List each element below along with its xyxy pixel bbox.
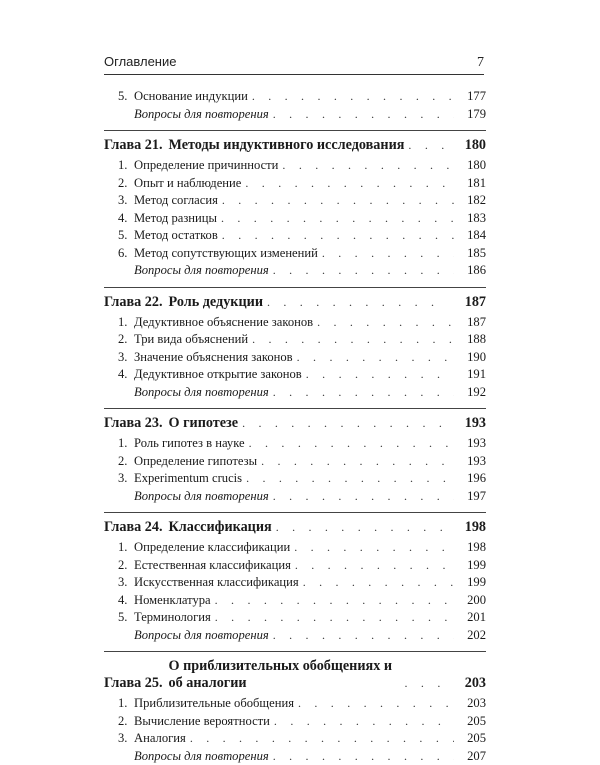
entry-number: 3. [104,730,134,748]
toc-entry[interactable] [104,192,486,210]
entry-page-number: 182 [458,192,486,210]
review-questions-entry[interactable] [104,262,486,280]
dot-leader [261,453,454,471]
dot-leader [295,557,454,575]
entry-title: Номенклатура [134,592,211,610]
toc-entry[interactable] [104,210,486,228]
entry-title: Дедуктивное открытие законов [134,366,302,384]
entry-number: 3. [104,349,134,367]
entry-page-number: 196 [458,470,486,488]
chapter-heading[interactable] [104,415,486,432]
entry-number: 5. [104,609,134,627]
entry-number: 4. [104,592,134,610]
entry-title: Вычисление вероятности [134,713,270,731]
entry-title: Приблизительные обобщения [134,695,294,713]
entry-title: Три вида объяснений [134,331,248,349]
toc-entry[interactable] [104,557,486,575]
chapter-heading[interactable] [104,658,486,692]
entry-number: 1. [104,695,134,713]
entry-number: 2. [104,453,134,471]
chapter-page-number: 198 [452,519,486,536]
dot-leader [273,748,454,765]
entry-number: 2. [104,713,134,731]
toc-entry[interactable] [104,331,486,349]
dot-leader [246,470,454,488]
toc-entry[interactable] [104,713,486,731]
toc-entry[interactable] [104,349,486,367]
dot-leader [222,192,454,210]
chapter-heading[interactable] [104,294,486,311]
table-of-contents [104,88,486,765]
running-head-title: Оглавление [104,54,176,69]
dot-leader [273,627,454,645]
entry-number: 1. [104,157,134,175]
dot-leader [215,609,454,627]
dot-leader [408,137,448,154]
toc-entry[interactable] [104,157,486,175]
chapter-page-number: 180 [452,137,486,154]
chapter-divider [104,287,486,288]
dot-leader [317,314,454,332]
entry-title: Значение объяснения законов [134,349,293,367]
entry-number: 1. [104,539,134,557]
entry-title: Вопросы для повторения [104,106,269,124]
entry-page-number: 199 [458,557,486,575]
chapter-divider [104,512,486,513]
entry-page-number: 183 [458,210,486,228]
entry-title: Experimentum crucis [134,470,242,488]
chapter-divider [104,408,486,409]
entry-number: 3. [104,470,134,488]
entry-title: Метод остатков [134,227,218,245]
chapter-label: Глава 23. [104,415,163,432]
dot-leader [273,106,454,124]
entry-title: Естественная классификация [134,557,291,575]
review-questions-entry[interactable] [104,748,486,765]
entry-page-number: 202 [458,627,486,645]
entry-title: Метод согласия [134,192,218,210]
entry-number: 3. [104,192,134,210]
entry-page-number: 193 [458,453,486,471]
toc-entry[interactable] [104,366,486,384]
entry-page-number: 187 [458,314,486,332]
entry-title: Определение причинности [134,157,278,175]
entry-title: Вопросы для повторения [104,262,269,280]
entry-page-number: 186 [458,262,486,280]
dot-leader [242,415,448,432]
entry-page-number: 203 [458,695,486,713]
entry-title: Метод сопутствующих изменений [134,245,318,263]
review-questions-entry[interactable] [104,384,486,402]
toc-entry[interactable] [104,730,486,748]
entry-page-number: 180 [458,157,486,175]
chapter-label: Глава 24. [104,519,163,536]
entry-number: 5. [104,227,134,245]
entry-number: 2. [104,557,134,575]
chapter-label: Глава 22. [104,294,163,311]
entry-number: 1. [104,435,134,453]
toc-entry[interactable] [104,227,486,245]
entry-page-number: 198 [458,539,486,557]
entry-page-number: 188 [458,331,486,349]
review-questions-entry[interactable] [104,106,486,124]
dot-leader [215,592,454,610]
dot-leader [252,331,454,349]
entry-page-number: 207 [458,748,486,765]
entry-page-number: 205 [458,713,486,731]
dot-leader [303,574,454,592]
chapter-title: Роль дедукции [169,294,263,311]
toc-entry[interactable] [104,314,486,332]
chapter-heading[interactable] [104,519,486,536]
dot-leader [190,730,454,748]
chapter-heading[interactable] [104,137,486,154]
entry-title: Роль гипотез в науке [134,435,245,453]
entry-number: 3. [104,574,134,592]
entry-page-number: 181 [458,175,486,193]
entry-title: Дедуктивное объяснение законов [134,314,313,332]
dot-leader [306,366,454,384]
dot-leader [221,210,454,228]
entry-page-number: 200 [458,592,486,610]
dot-leader [282,157,454,175]
toc-entry[interactable] [104,609,486,627]
chapter-title: Методы индуктивного исследования [169,137,405,154]
chapter-label: Глава 21. [104,137,163,154]
toc-entry[interactable] [104,175,486,193]
entry-page-number: 205 [458,730,486,748]
dot-leader [405,675,448,692]
toc-entry[interactable] [104,245,486,263]
entry-number: 2. [104,175,134,193]
toc-entry[interactable] [104,88,486,106]
chapter-page-number: 193 [452,415,486,432]
entry-number: 4. [104,210,134,228]
entry-number: 4. [104,366,134,384]
dot-leader [245,175,454,193]
entry-title: Определение гипотезы [134,453,257,471]
entry-title: Вопросы для повторения [104,488,269,506]
entry-title: Искусственная классификация [134,574,299,592]
dot-leader [222,227,454,245]
entry-page-number: 193 [458,435,486,453]
toc-entry[interactable] [104,592,486,610]
entry-number: 1. [104,314,134,332]
entry-title: Вопросы для повторения [104,748,269,765]
chapter-divider [104,651,486,652]
chapter-title: Классификация [169,519,272,536]
entry-title: Метод разницы [134,210,217,228]
dot-leader [322,245,454,263]
entry-number: 6. [104,245,134,263]
entry-page-number: 197 [458,488,486,506]
toc-entry[interactable] [104,574,486,592]
dot-leader [273,384,454,402]
chapter-page-number: 187 [452,294,486,311]
chapter-title: О гипотезе [169,415,239,432]
entry-title: Опыт и наблюдение [134,175,241,193]
entry-title: Терминология [134,609,211,627]
dot-leader [273,262,454,280]
dot-leader [276,519,448,536]
entry-page-number: 185 [458,245,486,263]
entry-number: 2. [104,331,134,349]
entry-page-number: 184 [458,227,486,245]
toc-entry[interactable] [104,470,486,488]
dot-leader [298,695,454,713]
entry-page-number: 179 [458,106,486,124]
toc-entry[interactable] [104,539,486,557]
dot-leader [252,88,454,106]
chapter-divider [104,130,486,131]
entry-page-number: 201 [458,609,486,627]
entry-title: Аналогия [134,730,186,748]
running-head [104,54,484,71]
entry-page-number: 190 [458,349,486,367]
page-number: 7 [477,55,484,71]
entry-title: Определение классификации [134,539,290,557]
dot-leader [273,488,454,506]
dot-leader [249,435,454,453]
chapter-label: Глава 25. [104,675,163,692]
entry-title: Основание индукции [134,88,248,106]
review-questions-entry[interactable] [104,627,486,645]
dot-leader [274,713,454,731]
toc-entry[interactable] [104,453,486,471]
toc-entry[interactable] [104,695,486,713]
header-rule [104,74,484,75]
chapter-title: О приблизительных обобщениях и об аналогии [169,658,401,692]
entry-page-number: 199 [458,574,486,592]
dot-leader [294,539,454,557]
toc-entry[interactable] [104,435,486,453]
dot-leader [267,294,448,311]
entry-title: Вопросы для повторения [104,627,269,645]
review-questions-entry[interactable] [104,488,486,506]
entry-page-number: 192 [458,384,486,402]
chapter-page-number: 203 [452,675,486,692]
entry-page-number: 191 [458,366,486,384]
entry-number: 5. [104,88,134,106]
entry-page-number: 177 [458,88,486,106]
entry-title: Вопросы для повторения [104,384,269,402]
dot-leader [297,349,454,367]
